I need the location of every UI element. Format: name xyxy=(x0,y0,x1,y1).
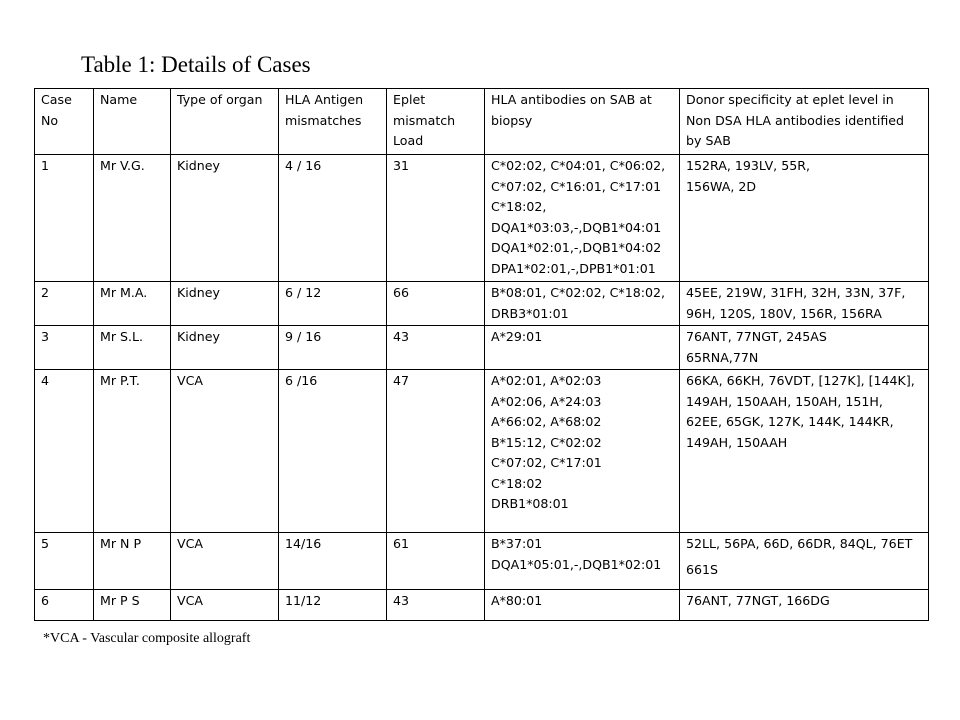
specificity-line: 149AH, 150AAH, 150AH, 151H, xyxy=(686,393,883,409)
specificity-line: 66KA, 66KH, 76VDT, [127K], [144K], xyxy=(686,373,915,388)
cell-donor-specificity xyxy=(680,533,929,590)
table-row xyxy=(35,282,929,326)
specificity-line: 156WA, 2D xyxy=(686,178,757,194)
footnote: *VCA - Vascular composite allograft xyxy=(43,631,251,646)
cell-case-no: 5 xyxy=(35,533,94,590)
specificity-line: 62EE, 65GK, 127K, 144K, 144KR, xyxy=(686,414,894,429)
table-row xyxy=(35,326,929,370)
antibody-line: A*29:01 xyxy=(491,329,543,344)
header-organ: Type of organ xyxy=(171,89,279,155)
antibody-line: DRB3*01:01 xyxy=(491,305,569,321)
specificity-line: 65RNA,77N xyxy=(686,349,759,365)
table-title: Table 1: Details of Cases xyxy=(81,52,311,77)
header-case-no: Case No xyxy=(35,89,94,155)
cell-case-no: 3 xyxy=(35,326,94,370)
header-name: Name xyxy=(94,89,171,155)
specificity-line: 76ANT, 77NGT, 245AS xyxy=(686,329,827,344)
cell-organ: Kidney xyxy=(171,326,279,370)
cell-hla-mismatch: 14/16 xyxy=(279,533,387,590)
cell-donor-specificity xyxy=(680,282,929,326)
cell-antibodies xyxy=(485,590,680,621)
cell-case-no: 1 xyxy=(35,155,94,282)
header-antibodies: HLA antibodies on SAB at biopsy xyxy=(485,89,680,155)
cell-case-no: 6 xyxy=(35,590,94,621)
cell-organ: VCA xyxy=(171,590,279,621)
antibody-line: B*37:01 xyxy=(491,536,543,551)
cell-hla-mismatch: 6 /16 xyxy=(279,370,387,533)
cell-donor-specificity xyxy=(680,590,929,621)
antibody-line: DRB1*08:01 xyxy=(491,496,569,511)
cases-table xyxy=(34,88,929,621)
antibody-line: C*18:02, xyxy=(491,199,547,214)
cell-name: Mr P.T. xyxy=(94,370,171,533)
cell-antibodies xyxy=(485,155,680,282)
table-row xyxy=(35,370,929,533)
specificity-line: 76ANT, 77NGT, 166DG xyxy=(686,593,830,608)
cell-eplet-load: 43 xyxy=(387,590,485,621)
antibody-line: B*15:12, C*02:02 xyxy=(491,434,602,450)
cell-donor-specificity xyxy=(680,370,929,533)
cell-donor-specificity xyxy=(680,326,929,370)
cell-organ: VCA xyxy=(171,533,279,590)
cell-hla-mismatch: 4 / 16 xyxy=(279,155,387,282)
table-header-row xyxy=(35,89,929,155)
cell-hla-mismatch: 9 / 16 xyxy=(279,326,387,370)
cell-hla-mismatch: 6 / 12 xyxy=(279,282,387,326)
specificity-line: 149AH, 150AAH xyxy=(686,434,788,450)
header-eplet-load: Eplet mismatch Load xyxy=(387,89,485,155)
cell-donor-specificity xyxy=(680,155,929,282)
cell-antibodies xyxy=(485,326,680,370)
cell-hla-mismatch: 11/12 xyxy=(279,590,387,621)
antibody-line: DQA1*05:01,-,DQB1*02:01 xyxy=(491,556,662,572)
specificity-line: 52LL, 56PA, 66D, 66DR, 84QL, 76ET xyxy=(686,536,913,551)
cell-organ: Kidney xyxy=(171,155,279,282)
cell-eplet-load: 43 xyxy=(387,326,485,370)
antibody-line: DQA1*03:03,-,DQB1*04:01 xyxy=(491,219,662,235)
cell-name: Mr N P xyxy=(94,533,171,590)
antibody-line: A*02:06, A*24:03 xyxy=(491,393,602,409)
specificity-line: 45EE, 219W, 31FH, 32H, 33N, 37F, xyxy=(686,285,906,300)
cell-name: Mr S.L. xyxy=(94,326,171,370)
antibody-line: DQA1*02:01,-,DQB1*04:02 xyxy=(491,240,662,255)
antibody-line: A*02:01, A*02:03 xyxy=(491,373,602,388)
table-row xyxy=(35,155,929,282)
header-donor-specificity: Donor specificity at eplet level in Non DSA HLA antibodies identified by SAB xyxy=(680,89,929,155)
cell-case-no: 2 xyxy=(35,282,94,326)
cell-antibodies xyxy=(485,533,680,590)
table-row xyxy=(35,533,929,590)
cell-name: Mr M.A. xyxy=(94,282,171,326)
table-row xyxy=(35,590,929,621)
specificity-line: 96H, 120S, 180V, 156R, 156RA xyxy=(686,305,882,321)
cell-organ: VCA xyxy=(171,370,279,533)
antibody-line: C*02:02, C*04:01, C*06:02, xyxy=(491,158,666,173)
antibody-line: C*07:02, C*16:01, C*17:01 xyxy=(491,178,662,194)
cell-organ: Kidney xyxy=(171,282,279,326)
antibody-line: C*18:02 xyxy=(491,475,543,491)
cell-eplet-load: 66 xyxy=(387,282,485,326)
antibody-line: B*08:01, C*02:02, C*18:02, xyxy=(491,285,666,300)
cell-name: Mr V.G. xyxy=(94,155,171,282)
antibody-line: A*80:01 xyxy=(491,593,543,608)
specificity-line: 152RA, 193LV, 55R, xyxy=(686,158,810,173)
cell-name: Mr P S xyxy=(94,590,171,621)
antibody-line: DPA1*02:01,-,DPB1*01:01 xyxy=(491,260,656,276)
antibody-line: C*07:02, C*17:01 xyxy=(491,455,602,470)
cell-antibodies xyxy=(485,282,680,326)
cell-case-no: 4 xyxy=(35,370,94,533)
cell-antibodies xyxy=(485,370,680,533)
header-hla-mismatch: HLA Antigen mismatches xyxy=(279,89,387,155)
specificity-line: 661S xyxy=(686,561,719,577)
cell-eplet-load: 47 xyxy=(387,370,485,533)
cell-eplet-load: 61 xyxy=(387,533,485,590)
antibody-line: A*66:02, A*68:02 xyxy=(491,414,602,429)
cell-eplet-load: 31 xyxy=(387,155,485,282)
